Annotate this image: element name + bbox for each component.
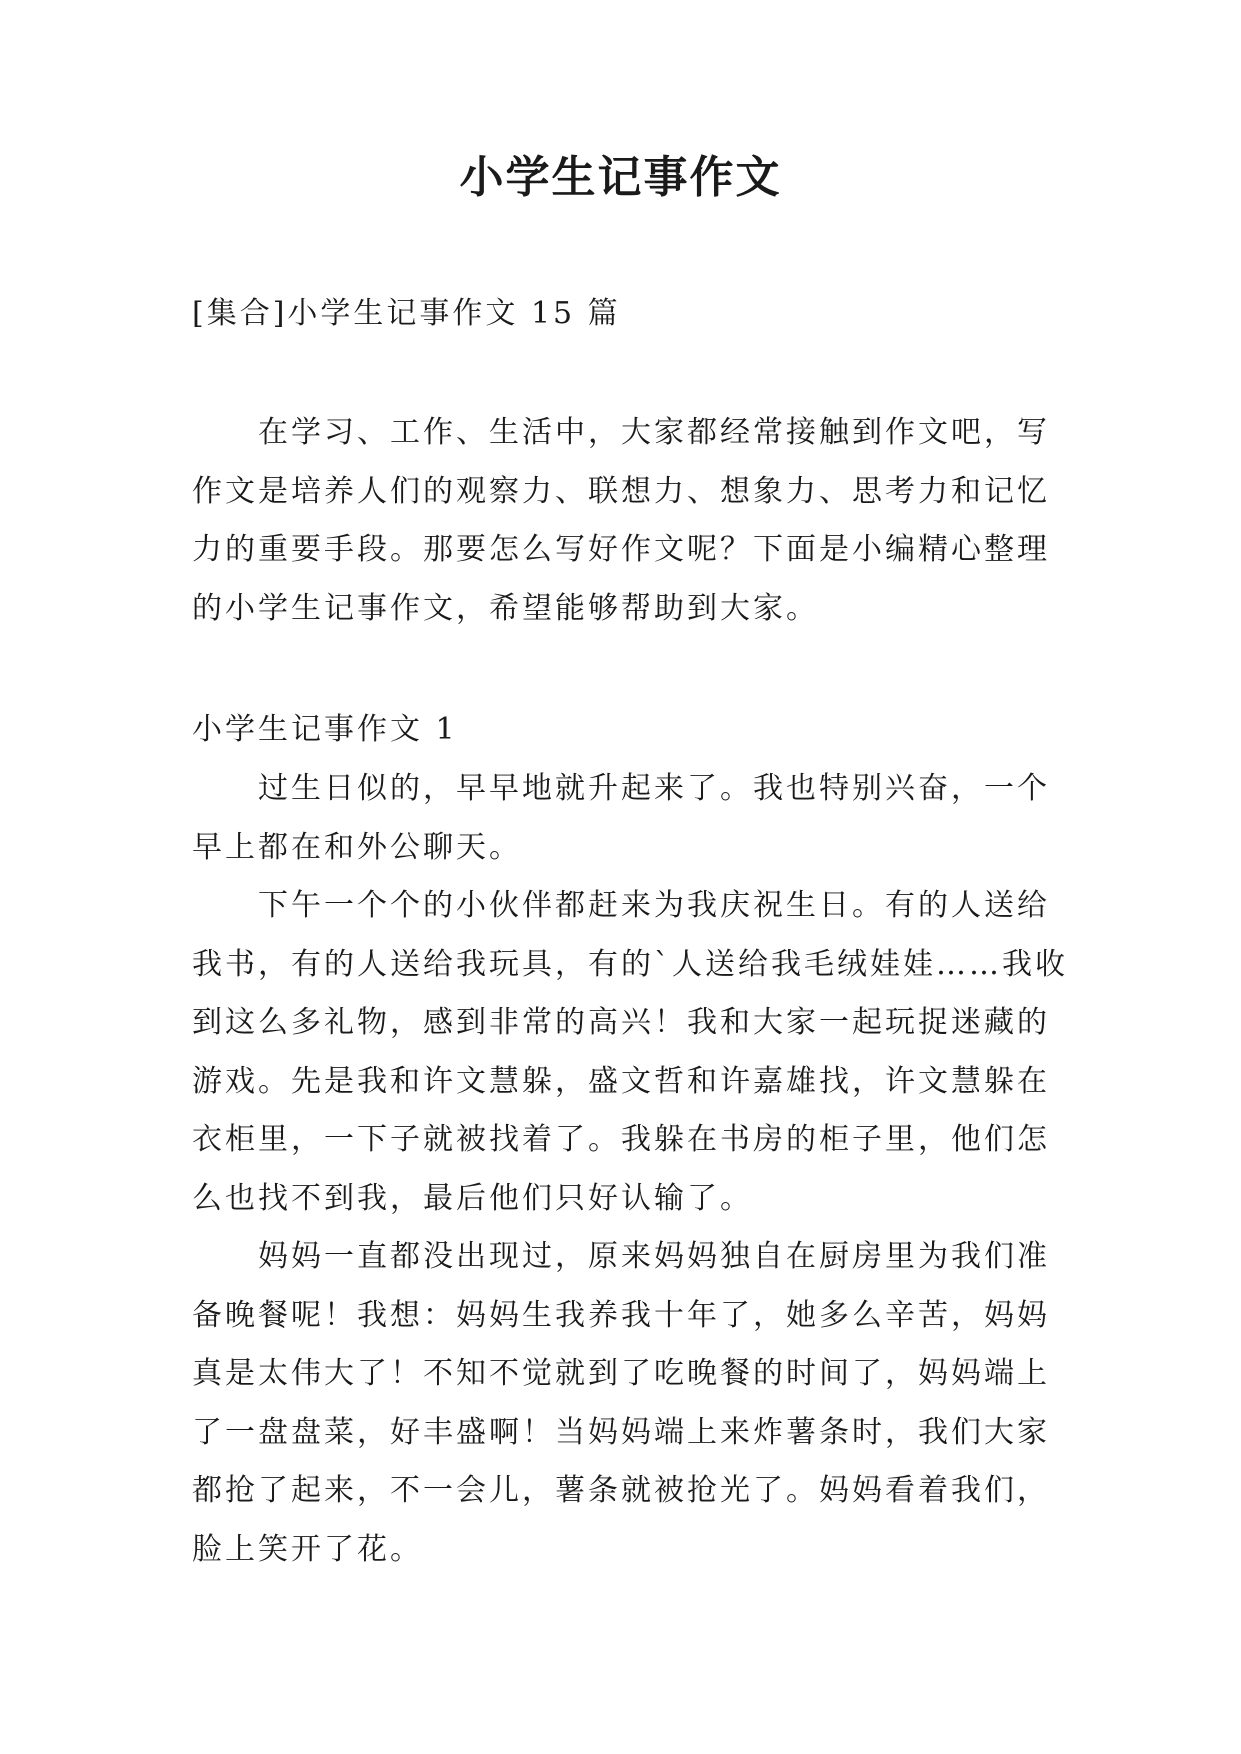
intro-paragraph: 在学习、工作、生活中，大家都经常接触到作文吧，写作文是培养人们的观察力、联想力、想象力、思考力和记忆力的重要手段。那要怎么写好作文呢？下面是小编精心整理的小学生记事作文，希望能够帮助到大家。: [192, 415, 1050, 626]
document-subtitle: [集合]小学生记事作文 15 篇: [192, 296, 621, 331]
section-paragraph-3: 妈妈一直都没出现过，原来妈妈独自在厨房里为我们准备晚餐呢！我想：妈妈生我养我十年了，她多么辛苦，妈妈真是太伟大了！不知不觉就到了吃晚餐的时间了，妈妈端上了一盘盘菜，好丰盛啊！当妈妈端上来炸薯条时，我们大家都抢了起来，不一会儿，薯条就被抢光了。妈妈看着我们，脸上笑开了花。: [192, 1239, 1050, 1567]
section-paragraph-2: 下午一个个的小伙伴都赶来为我庆祝生日。有的人送给我书，有的人送给我玩具，有的`人送给我毛绒娃娃……我收到这么多礼物，感到非常的高兴！我和大家一起玩捉迷藏的游戏。先是我和许文慧躲，盛文哲和许嘉雄找，许文慧躲在衣柜里，一下子就被找着了。我躲在书房的柜子里，他们怎么也找不到我，最后他们只好认输了。: [192, 888, 1068, 1216]
section-heading: 小学生记事作文 1: [192, 712, 458, 747]
document-title: 小学生记事作文: [459, 152, 782, 203]
section-paragraph-1: 过生日似的，早早地就升起来了。我也特别兴奋，一个早上都在和外公聊天。: [192, 771, 1050, 865]
